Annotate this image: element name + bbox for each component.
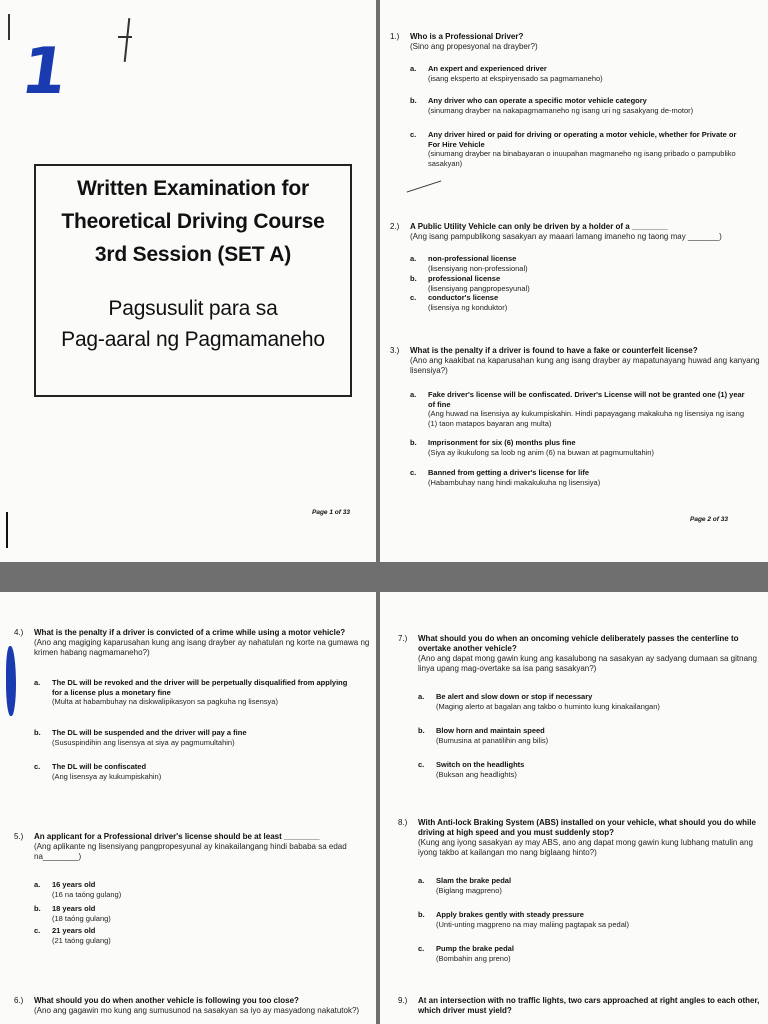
option-letter: c. <box>418 760 425 769</box>
option-letter: c. <box>410 130 417 139</box>
option-text: Banned from getting a driver's license for life <box>428 468 589 477</box>
option-translation: (Biglang magpreno) <box>436 885 502 895</box>
title-tagalog: Pagsusulit para sa Pag-aaral ng Pagmamaneho <box>61 297 325 351</box>
answer-option <box>418 876 753 895</box>
question-translation: (Sino ang propesyonal na drayber?) <box>410 42 538 51</box>
option-letter: b. <box>34 728 41 737</box>
option-translation: (lisensiya ng konduktor) <box>428 302 508 312</box>
option-text: The DL will be revoked and the driver will be perpetually disqualified from applying for a license plus a monetary fine <box>52 678 348 697</box>
question-number: 2.) <box>390 222 400 231</box>
question-3 <box>390 346 765 376</box>
answer-option <box>410 254 745 273</box>
option-translation: (lisensiyang pangpropesyunal) <box>428 283 530 293</box>
page-number: Page 1 of 33 <box>312 509 350 516</box>
option-text: Any driver who can operate a specific motor vehicle category <box>428 96 647 105</box>
option-text: 21 years old <box>52 926 96 935</box>
option-translation: (Multa at habambuhay na diskwalipikasyon sa pagkuha ng lisensya) <box>52 697 278 706</box>
question-translation: (Ano ang kaakibat na kaparusahan kung ang isang drayber ay mapatunayang huwad ang kanyang lisensiya?) <box>410 356 760 375</box>
answer-option <box>418 692 753 711</box>
title-box <box>34 164 352 397</box>
option-text: Slam the brake pedal <box>436 876 512 885</box>
answer-option <box>410 274 745 293</box>
option-letter: a. <box>34 880 41 889</box>
answer-option <box>410 64 745 83</box>
option-text: 18 years old <box>52 904 96 913</box>
answer-option <box>410 96 745 115</box>
option-letter: b. <box>418 910 425 919</box>
page-number: Page 2 of 33 <box>690 516 728 523</box>
answer-option <box>418 944 753 963</box>
option-letter: a. <box>34 678 41 687</box>
question-8 <box>398 818 768 858</box>
option-letter: b. <box>410 438 417 447</box>
answer-option <box>418 910 753 929</box>
option-text: Pump the brake pedal <box>436 944 514 953</box>
option-translation: (Bumusina at panatilihin ang bilis) <box>436 735 549 745</box>
option-letter: c. <box>34 926 41 935</box>
answer-option <box>34 762 359 781</box>
option-letter: c. <box>418 944 425 953</box>
option-letter: b. <box>34 904 41 913</box>
question-number: 9.) <box>398 996 408 1005</box>
question-number: 7.) <box>398 634 408 643</box>
option-text: An expert and experienced driver <box>428 64 547 73</box>
question-1 <box>390 32 765 52</box>
option-translation: (sinumang drayber na nakapagmamaneho ng isang uri ng sasakyang de-motor) <box>428 105 694 115</box>
option-translation: (Siya ay ikukulong sa loob ng anim (6) na buwan at pagmumultahin) <box>428 447 654 457</box>
option-letter: c. <box>410 468 417 477</box>
option-text: Switch on the headlights <box>436 760 525 769</box>
option-text: The DL will be suspended and the driver will pay a fine <box>52 728 247 737</box>
option-letter: c. <box>34 762 41 771</box>
question-text: What is the penalty if a driver is convicted of a crime while using a motor vehicle? <box>34 628 346 637</box>
question-text: At an intersection with no traffic lights, two cars approached at right angles to each other, which driver must yield? <box>418 996 760 1015</box>
question-number: 1.) <box>390 32 400 41</box>
option-text: Any driver hired or paid for driving or operating a motor vehicle, whether for Private or For Hire Vehicle <box>428 130 737 149</box>
title-english: Written Examination for Theoretical Driving Course 3rd Session (SET A) <box>61 177 325 266</box>
question-number: 6.) <box>14 996 24 1005</box>
option-translation: (sinumang drayber na binabayaran o inuupahan magmaneho ng isang pribado o pampubliko sasakyan) <box>428 149 736 168</box>
handwritten-page-number: 1 <box>16 35 72 109</box>
option-letter: a. <box>418 692 425 701</box>
option-translation: (16 na taóng gulang) <box>52 889 122 899</box>
page-2 <box>380 0 768 562</box>
question-translation: (Kung ang iyong sasakyan ay may ABS, ano ang dapat mong gawin kung lubhang matulin ang iyong takbo at kailangan mo nang biglaang hinto?) <box>418 838 753 857</box>
option-letter: a. <box>410 390 417 399</box>
answer-option <box>410 293 745 312</box>
option-letter: a. <box>410 64 417 73</box>
question-text: A Public Utility Vehicle can only be driven by a holder of a ________ <box>410 222 668 231</box>
answer-option <box>410 130 745 168</box>
answer-option <box>34 880 359 899</box>
question-7 <box>398 634 768 674</box>
question-6 <box>14 996 376 1016</box>
answer-option <box>34 904 359 923</box>
question-translation: (Ano ang dapat mong gawin kung ang kasalubong na sasakyan ay sadyang dumaan sa gitnang linya upang mag-overtake sa isa pang sasakyan?) <box>418 654 757 673</box>
option-translation: (18 taóng gulang) <box>52 913 111 923</box>
option-translation: (Sususpindihin ang lisensya at siya ay pagmumultahin) <box>52 737 235 747</box>
option-translation: (Bombahin ang preno) <box>436 953 511 963</box>
question-text: What should you do when another vehicle is following you too close? <box>34 996 299 1005</box>
answer-option <box>34 678 359 707</box>
option-letter: a. <box>418 876 425 885</box>
option-text: Apply brakes gently with steady pressure <box>436 910 584 919</box>
option-letter: b. <box>410 274 417 283</box>
pen-mark <box>118 36 132 38</box>
answer-option <box>418 726 753 745</box>
page-3 <box>0 592 376 1024</box>
answer-option <box>410 438 745 457</box>
question-number: 3.) <box>390 346 400 355</box>
question-text: An applicant for a Professional driver's license should be at least ________ <box>34 832 320 841</box>
question-number: 8.) <box>398 818 408 827</box>
option-letter: b. <box>410 96 417 105</box>
option-translation: (Maging alerto at bagalan ang takbo o huminto kung kinakailangan) <box>436 701 660 711</box>
question-text: What should you do when an oncoming vehicle deliberately passes the centerline to overtake another vehicle? <box>418 634 739 653</box>
question-text: Who is a Professional Driver? <box>410 32 524 41</box>
option-translation: (isang eksperto at ekspiryensado sa pagmamaneho) <box>428 73 603 83</box>
pen-mark <box>124 18 130 62</box>
answer-option <box>34 926 359 945</box>
option-translation: (Ang lisensya ay kukumpiskahin) <box>52 771 162 781</box>
option-text: The DL will be confiscated <box>52 762 147 771</box>
edge-mark <box>6 512 8 548</box>
option-translation: (Unti-unting magpreno na may maliing pagtapak sa pedal) <box>436 919 630 929</box>
option-translation: (Ang huwad na lisensiya ay kukumpiskahin. Hindi papayagang makakuha ng lisensiya ng isang (1) taon matapos bayaran ang multa) <box>428 409 745 428</box>
page-1 <box>0 0 376 562</box>
option-translation: (Habambuhay nang hindi makakukuha ng lisensiya) <box>428 477 601 487</box>
option-text: 16 years old <box>52 880 96 889</box>
option-letter: a. <box>410 254 417 263</box>
option-text: Be alert and slow down or stop if necessary <box>436 692 593 701</box>
option-translation: (21 taóng gulang) <box>52 935 111 945</box>
question-translation: (Ang aplikante ng lisensiyang pangpropesyunal ay kinakailangang hindi bababa sa edad na________) <box>34 842 347 861</box>
option-letter: b. <box>418 726 425 735</box>
question-9 <box>398 996 768 1016</box>
question-5 <box>14 832 376 862</box>
answer-option <box>418 760 753 779</box>
question-2 <box>390 222 765 242</box>
option-text: Fake driver's license will be confiscated. Driver's License will not be granted one (1) year of fine <box>428 390 745 409</box>
option-text: conductor's license <box>428 293 499 302</box>
answer-option <box>410 390 745 428</box>
question-text: With Anti-lock Braking System (ABS) installed on your vehicle, what should you do while driving at high speed and you must suddenly stop? <box>418 818 756 837</box>
option-text: Blow horn and maintain speed <box>436 726 545 735</box>
answer-option <box>410 468 745 487</box>
option-letter: c. <box>410 293 417 302</box>
pen-mark <box>8 14 10 40</box>
option-translation: (lisensiyang non-professional) <box>428 263 528 273</box>
page-4 <box>380 592 768 1024</box>
answer-option <box>34 728 359 747</box>
question-translation: (Ang isang pampublikong sasakyan ay maaari lamang imaneho ng taong may _______) <box>410 232 722 241</box>
option-text: non-professional license <box>428 254 517 263</box>
option-text: Imprisonment for six (6) months plus fine <box>428 438 576 447</box>
question-4 <box>14 628 376 658</box>
pen-mark <box>407 180 442 192</box>
question-text: What is the penalty if a driver is found to have a fake or counterfeit license? <box>410 346 698 355</box>
question-number: 5.) <box>14 832 24 841</box>
question-translation: (Ano ang gagawin mo kung ang sumusunod na sasakyan sa iyo ay masyadong nakatutok?) <box>34 1006 360 1015</box>
option-text: professional license <box>428 274 501 283</box>
question-number: 4.) <box>14 628 24 637</box>
question-translation: (Ano ang magiging kaparusahan kung ang isang drayber ay nahatulan ng korte na gumawa ng krimen habang nagmamaneho?) <box>34 638 370 657</box>
option-translation: (Buksan ang headlights) <box>436 769 517 779</box>
